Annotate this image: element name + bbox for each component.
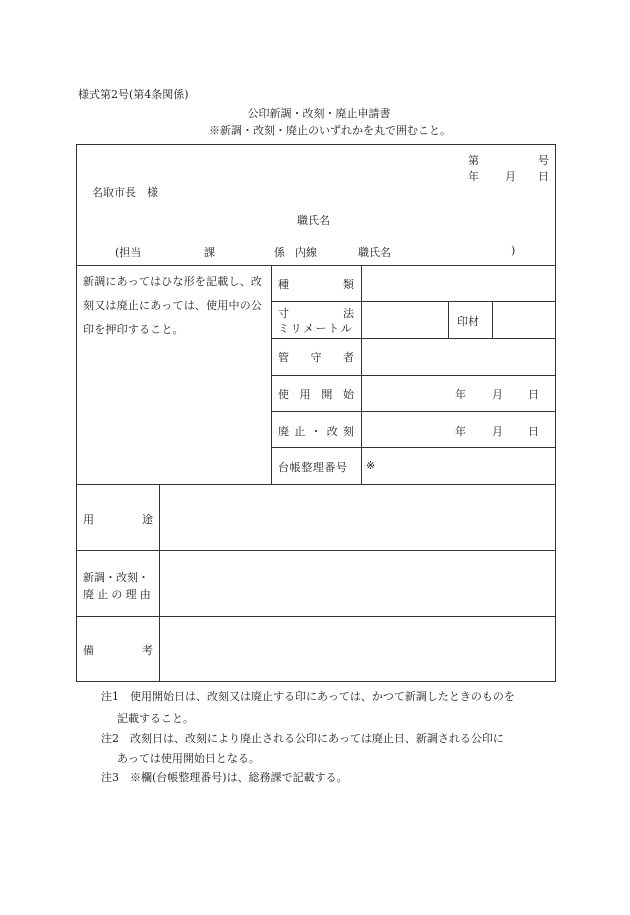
- note-3-num: 注3: [101, 771, 119, 784]
- start-month: 月: [492, 388, 503, 401]
- contact-ext: 内線: [295, 246, 317, 259]
- form-number: 様式第2号(第4条関係): [78, 88, 189, 101]
- keeper-label: 管 守 者: [278, 351, 354, 364]
- size-unit: ミリメートル: [278, 322, 354, 335]
- start-label: 使 用 開 始: [278, 388, 354, 401]
- remarks-label: 備 考: [83, 644, 153, 657]
- contact-section: 課: [204, 246, 215, 259]
- reason-label-2: 廃止の理由: [83, 588, 154, 601]
- date-day: 日: [538, 170, 549, 183]
- abolish-day: 日: [528, 425, 539, 438]
- contact-unit: 係: [274, 246, 285, 259]
- note-2-line2: あっては使用開始日となる。: [117, 752, 260, 765]
- type-label: 種 類: [278, 278, 354, 291]
- note-2-line1: 改刻日は、改刻により廃止される公印にあっては廃止日、新調される公印に: [130, 732, 504, 745]
- impression-note: 新調にあってはひな形を記載し、改刻又は廃止にあっては、使用中の公印を押印すること。: [83, 275, 263, 336]
- abolish-year: 年: [455, 425, 466, 438]
- addressee: 名取市長 様: [92, 186, 158, 199]
- contact-open: (担当: [115, 246, 142, 259]
- applicant-label: 職氏名: [297, 214, 330, 227]
- abolish-month: 月: [492, 425, 503, 438]
- material-label: 印材: [457, 315, 479, 328]
- number-prefix: 第: [468, 154, 479, 167]
- date-month: 月: [505, 170, 516, 183]
- start-day: 日: [528, 388, 539, 401]
- note-3-line1: ※欄(台帳整理番号)は、総務課で記載する。: [130, 771, 348, 784]
- note-1-line2: 記載すること。: [117, 712, 194, 725]
- size-label: 寸 法: [278, 307, 354, 320]
- date-year: 年: [468, 170, 479, 183]
- contact-close: ): [511, 244, 516, 257]
- form-title: 公印新調・改刻・廃止申請書: [247, 107, 391, 120]
- abolish-label: 廃 止 ・ 改 刻: [278, 425, 354, 438]
- start-year: 年: [455, 388, 466, 401]
- contact-name: 職氏名: [358, 246, 391, 259]
- purpose-label: 用 途: [83, 513, 153, 526]
- reason-label-1: 新調・改刻・: [83, 571, 149, 584]
- ledger-mark: ※: [366, 459, 376, 472]
- note-1-num: 注1: [101, 690, 119, 703]
- note-2-num: 注2: [101, 732, 119, 745]
- number-suffix: 号: [538, 154, 549, 167]
- form-instruction: ※新調・改刻・廃止のいずれかを丸で囲むこと。: [209, 124, 451, 137]
- ledger-label: 台帳整理番号: [278, 461, 348, 474]
- note-1-line1: 使用開始日は、改刻又は廃止する印にあっては、かつて新調したときのものを: [130, 690, 515, 703]
